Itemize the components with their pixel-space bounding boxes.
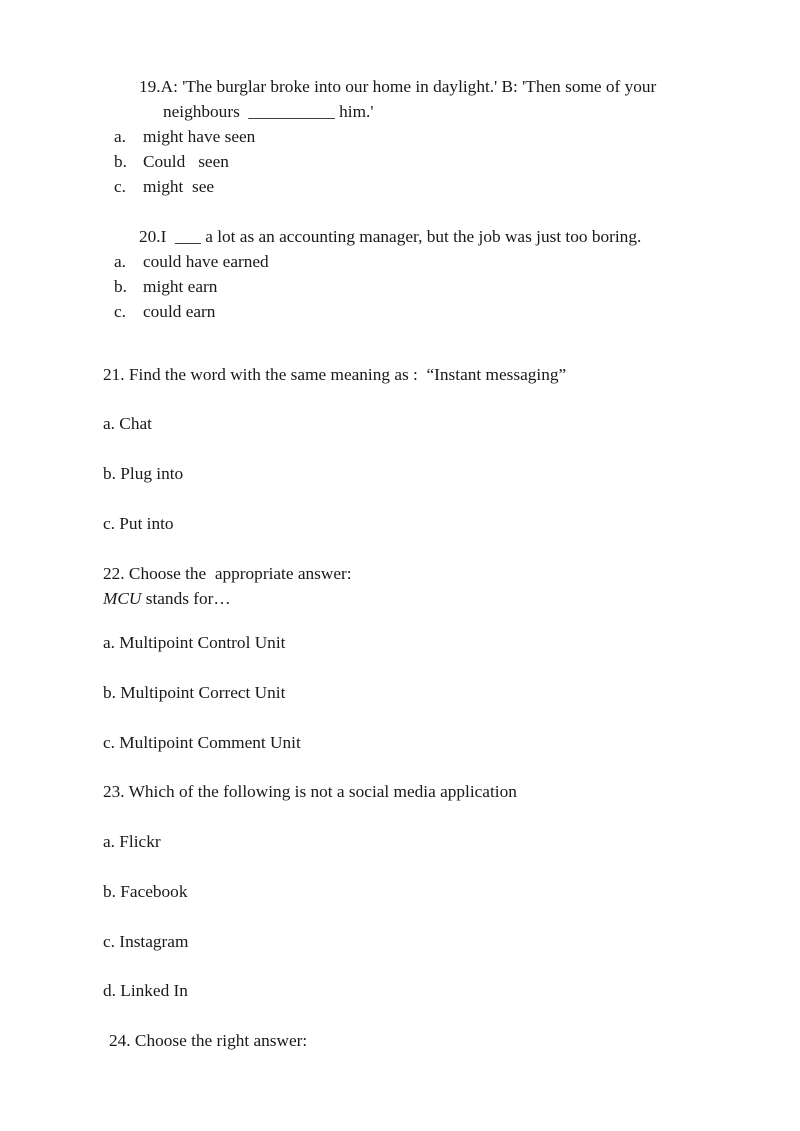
question-19-stem-line1: 19.A: 'The burglar broke into our home in daylight.' B: 'Then some of your	[139, 77, 657, 96]
q20-option-a-letter: a.	[114, 252, 126, 271]
q19-option-b-letter: b.	[114, 152, 127, 171]
q23-option-a: a. Flickr	[103, 832, 161, 851]
question-21-stem: 21. Find the word with the same meaning as : “Instant messaging”	[103, 365, 567, 384]
mcu-abbreviation: MCU	[103, 589, 142, 608]
q22-option-c: c. Multipoint Comment Unit	[103, 733, 301, 752]
question-19-stem-line2: neighbours __________ him.'	[163, 102, 374, 121]
q23-option-b: b. Facebook	[103, 882, 188, 901]
q19-option-a-letter: a.	[114, 127, 126, 146]
q21-option-b: b. Plug into	[103, 464, 184, 483]
q21-option-a: a. Chat	[103, 414, 152, 433]
q21-option-c: c. Put into	[103, 514, 174, 533]
q20-option-b-letter: b.	[114, 277, 127, 296]
q22-option-a: a. Multipoint Control Unit	[103, 633, 286, 652]
q20-option-a-text: could have earned	[143, 252, 269, 271]
q23-option-c: c. Instagram	[103, 932, 189, 951]
q19-option-c-text: might see	[143, 177, 215, 196]
q20-option-c-text: could earn	[143, 302, 216, 321]
q22-option-b: b. Multipoint Correct Unit	[103, 683, 286, 702]
question-24-stem: 24. Choose the right answer:	[109, 1031, 308, 1050]
question-22-stem: 22. Choose the appropriate answer:	[103, 564, 352, 583]
question-22-subline	[103, 588, 231, 610]
q19-option-c-letter: c.	[114, 177, 126, 196]
question-20-stem: 20.I ___ a lot as an accounting manager, but the job was just too boring.	[139, 227, 642, 246]
q20-option-c-letter: c.	[114, 302, 126, 321]
q19-option-b-text: Could seen	[143, 152, 229, 171]
q20-option-b-text: might earn	[143, 277, 218, 296]
q23-option-d: d. Linked In	[103, 981, 188, 1000]
mcu-stands-for: stands for…	[141, 589, 231, 608]
question-23-stem: 23. Which of the following is not a social media application	[103, 782, 517, 801]
q19-option-a-text: might have seen	[143, 127, 256, 146]
